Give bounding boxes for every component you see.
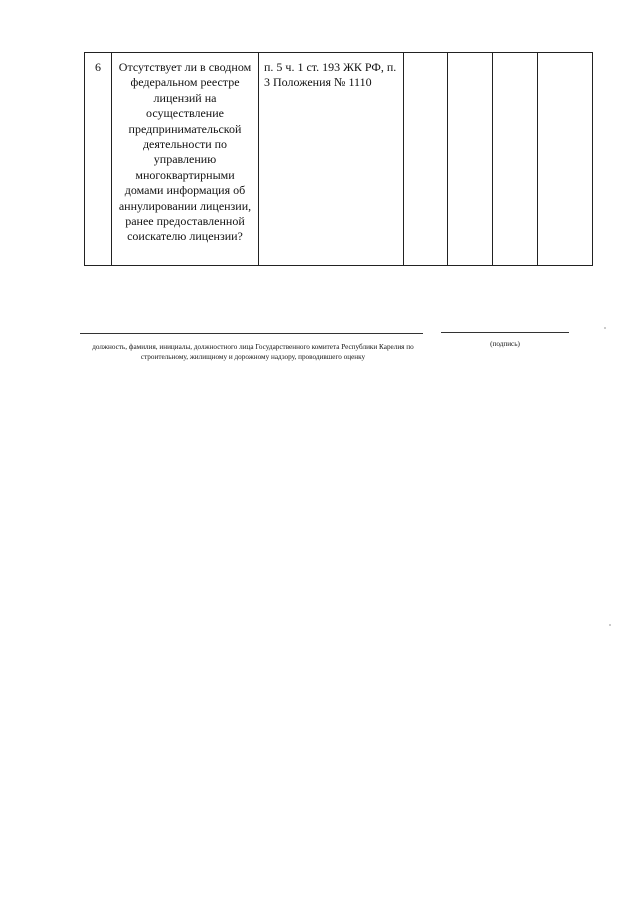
signature-caption: (подпись) [490, 340, 520, 348]
signature-line [441, 332, 569, 333]
scan-speck [604, 327, 606, 329]
answer-yes-cell [404, 53, 448, 266]
answer-na-cell [493, 53, 538, 266]
question-cell [112, 53, 259, 266]
legal-reference: п. 5 ч. 1 ст. 193 ЖК РФ, п. 3 Положения № 1110 [264, 60, 397, 89]
row-number-cell [85, 53, 112, 266]
answer-no-cell [448, 53, 493, 266]
reference-cell [259, 53, 404, 266]
row-number: 6 [95, 60, 101, 74]
official-signature-line [80, 333, 423, 334]
checklist-table [84, 52, 593, 266]
official-caption: должность, фамилия, инициалы, должностного лица Государственного комитета Республики Карелия по строительному, жилищному и дорожному надзору, проводившего оценку [92, 343, 414, 361]
note-cell [538, 53, 593, 266]
question-text: Отсутствует ли в сводном федеральном реестре лицензий на осуществление предпринимательской деятельности по управлению многоквартирными домами информация об аннулировании лицензии, ранее предоставленной соискателю лицензии? [118, 60, 252, 244]
table-row [85, 53, 593, 266]
scan-speck [609, 624, 611, 626]
